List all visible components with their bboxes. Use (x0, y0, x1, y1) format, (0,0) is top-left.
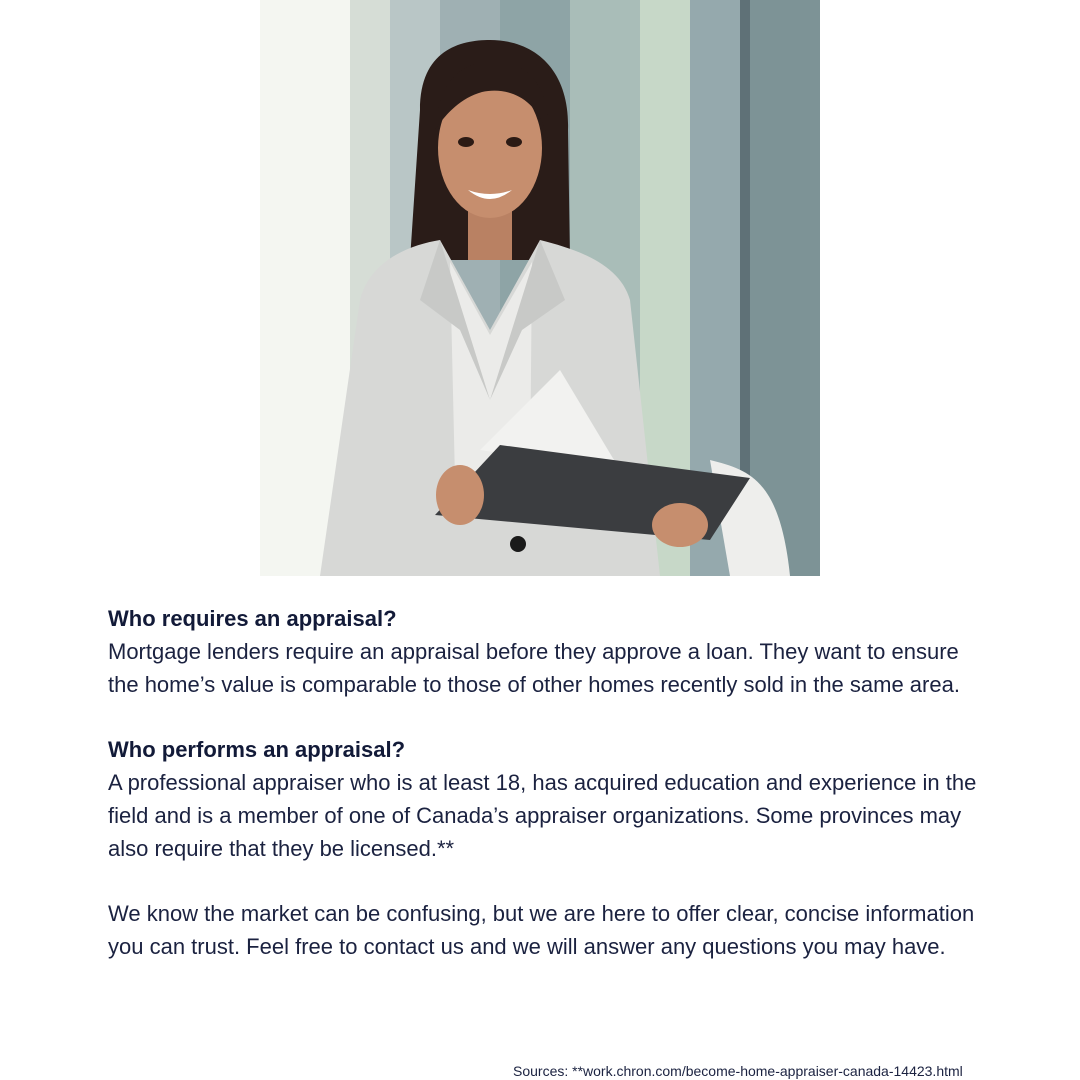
section-body-who-requires: Mortgage lenders require an appraisal before they approve a loan. They want to ensure the home’s value is comparable to those of other homes recently sold in the same area. (108, 639, 960, 697)
section-body-who-performs: A professional appraiser who is at least 18, has acquired education and experience in the field and is a member of one of Canada’s appraiser organizations. Some provinces may also require that they be licensed.** (108, 770, 977, 861)
section-heading-who-requires: Who requires an appraisal? (108, 606, 397, 631)
closing-paragraph: We know the market can be confusing, but we are here to offer clear, concise information you can trust. Feel free to contact us and we will answer any questions you may have. (108, 901, 975, 959)
section-heading-who-performs: Who performs an appraisal? (108, 737, 406, 762)
hero-photo (260, 0, 820, 576)
woman-holding-folder-illustration (260, 0, 820, 576)
article-body (108, 602, 980, 963)
sources-footnote: Sources: **work.chron.com/become-home-appraiser-canada-14423.html (513, 1063, 963, 1079)
